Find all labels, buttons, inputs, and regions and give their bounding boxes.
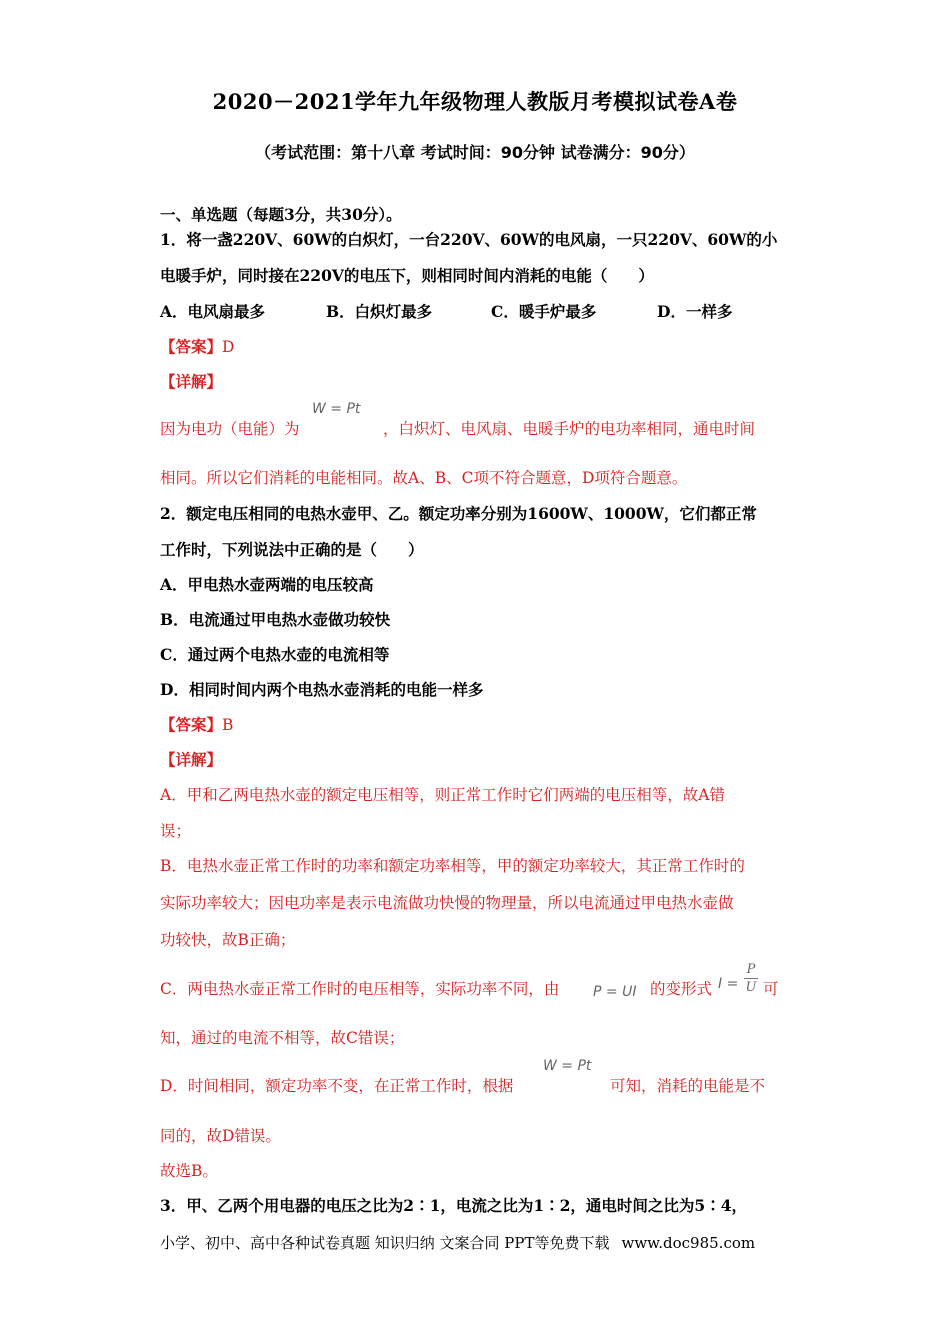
q2-explain-b-line2: 实际功率较大；因电功率是表示电流做功快慢的物理量，所以电流通过甲电热水壶做 [160, 894, 734, 912]
q1-option-b: B．白炽灯最多 [326, 302, 433, 321]
q2-c-formula2-lhs: I = [718, 976, 739, 992]
q2-c-formula2-fraction [744, 962, 758, 995]
q2-explain-b-line3: 功较快，故B正确； [160, 931, 296, 949]
footer-url[interactable]: www.doc985.com [621, 1234, 756, 1252]
q1-answer-value: D [222, 338, 235, 356]
q2-explain-c-post: 可 [763, 980, 779, 998]
q1-explain-tag: 【详解】 [160, 372, 223, 391]
q2-option-c: C．通过两个电热水壶的电流相等 [160, 645, 390, 664]
q2-answer [160, 713, 233, 735]
section-heading: 一、单选题（每题3分，共30分）。 [160, 205, 402, 224]
page-footer [160, 1232, 755, 1253]
q2-explain-d-line2: 同的，故D错误。 [160, 1127, 281, 1145]
q1-formula: W = Pt [312, 401, 361, 417]
q2-answer-value: B [222, 716, 234, 734]
q2-explain-a-line2: 误； [160, 822, 192, 840]
exam-info-subtitle: （考试范围：第十八章 考试时间：90分钟 试卷满分：90分） [255, 143, 695, 162]
q2-d-formula: W = Pt [543, 1058, 592, 1074]
q1-explain-line2: 相同。所以它们消耗的电能相同。故A、B、C项不符合题意，D项符合题意。 [160, 469, 688, 487]
q2-explain-c-line2: 知，通过的电流不相等，故C错误； [160, 1029, 405, 1047]
q2-explain-tag: 【详解】 [160, 750, 223, 769]
fraction-denominator: U [745, 980, 757, 995]
q1-option-a: A．电风扇最多 [160, 302, 266, 321]
q2-explain-a-line1: A．甲和乙两电热水壶的额定电压相等，则正常工作时它们两端的电压相等，故A错 [160, 786, 725, 804]
q2-option-d: D．相同时间内两个电热水壶消耗的电能一样多 [160, 680, 484, 699]
q2-option-b: B．电流通过甲电热水壶做功较快 [160, 610, 391, 629]
page-title: 2020－2021学年九年级物理人教版月考模拟试卷A卷 [212, 89, 738, 114]
q1-option-d: D．一样多 [657, 302, 733, 321]
q2-explain-c-mid: 的变形式 [650, 980, 713, 998]
q2-conclusion: 故选B。 [160, 1162, 218, 1180]
q1-option-c: C．暖手炉最多 [491, 302, 597, 321]
q1-explain-pre: 因为电功（电能）为 [160, 420, 300, 438]
q2-option-a: A．甲电热水壶两端的电压较高 [160, 575, 374, 594]
q2-answer-tag: 【答案】 [160, 715, 223, 734]
q2-stem-line2: 工作时，下列说法中正确的是（ ） [160, 540, 424, 559]
q2-explain-b-line1: B．电热水壶正常工作时的功率和额定功率相等，甲的额定功率较大，其正常工作时的 [160, 857, 745, 875]
q3-stem-line1: 3．甲、乙两个用电器的电压之比为2∶1，电流之比为1∶2，通电时间之比为5∶4， [160, 1196, 747, 1215]
q1-explain-post: ，白炽灯、电风扇、电暖手炉的电功率相同，通电时间 [383, 420, 756, 438]
fraction-numerator: P [746, 962, 756, 977]
footer-text: 小学、初中、高中各种试卷真题 知识归纳 文案合同 PPT等免费下载 [160, 1234, 610, 1252]
q2-explain-c-pre: C．两电热水壶正常工作时的电压相等，实际功率不同，由 [160, 980, 560, 998]
q2-explain-d-pre: D．时间相同，额定功率不变，在正常工作时，根据 [160, 1077, 514, 1095]
q2-explain-d-post: 可知，消耗的电能是不 [610, 1077, 766, 1095]
q2-stem-line1: 2．额定电压相同的电热水壶甲、乙。额定功率分别为1600W、1000W，它们都正常 [160, 504, 757, 523]
q1-answer-tag: 【答案】 [160, 337, 223, 356]
q1-answer [160, 335, 234, 357]
q1-stem-line2: 电暖手炉，同时接在220V的电压下，则相同时间内消耗的电能（ ） [160, 266, 654, 285]
q1-stem-line1: 1．将一盏220V、60W的白炽灯，一台220V、60W的电风扇，一只220V、60W的小 [160, 230, 778, 249]
q2-c-formula1: P = UI [593, 984, 637, 1000]
fraction-bar [744, 978, 758, 979]
